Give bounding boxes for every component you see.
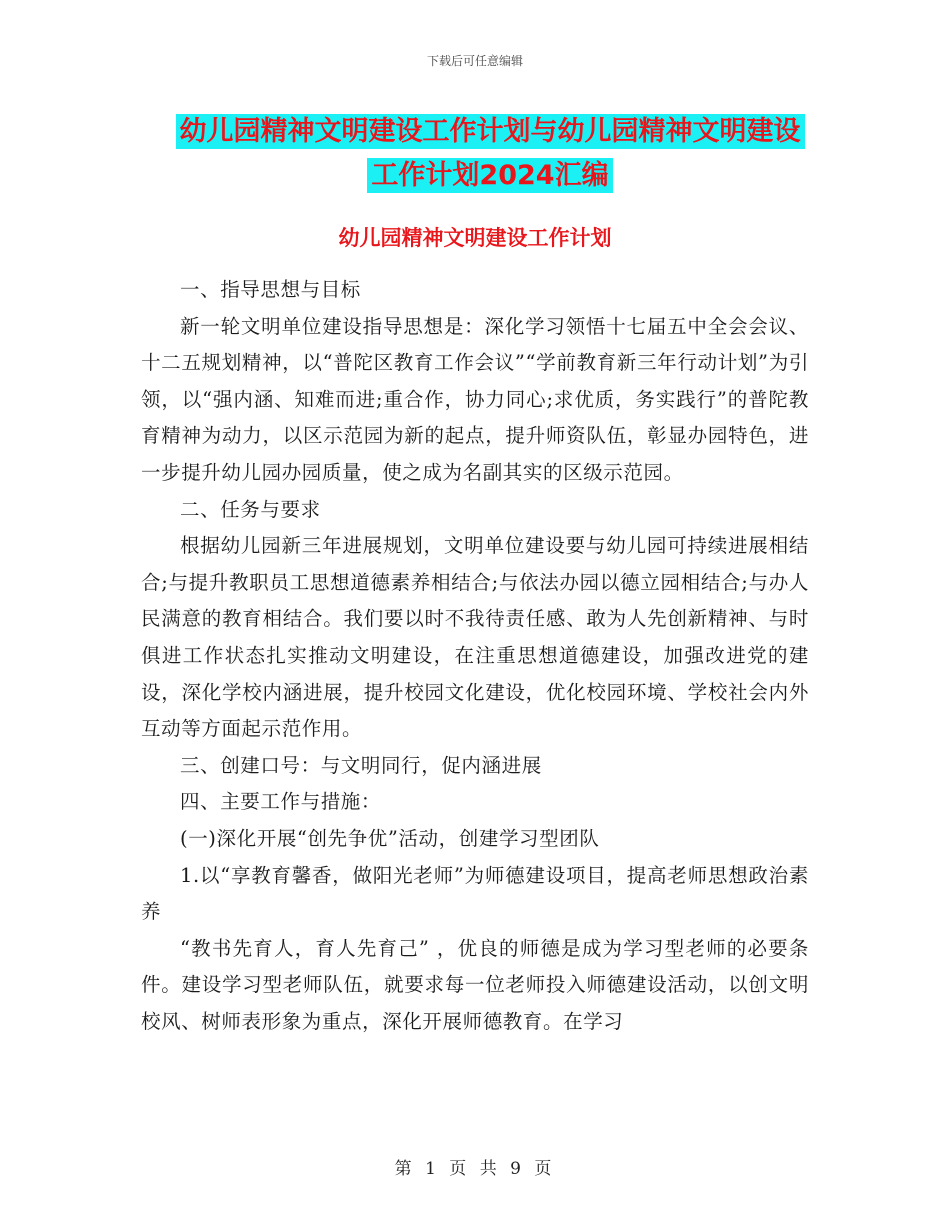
title-line-2: 工作计划2024汇编 bbox=[367, 158, 612, 193]
paragraph-guiding-ideology: 新一轮文明单位建设指导思想是：深化学习领悟十七届五中全会会议、十二五规划精神，以“普陀区教育工作会议”“学前教育新三年行动计划”为引领，以“强内涵、知难而进;重合作，协力同心;求优质，务实践行”的普陀教育精神为动力，以区示范园为新的起点，提升师资队伍，彰显办园特色，进一步提升幼儿园办园质量，使之成为名副其实的区级示范园。 bbox=[141, 314, 809, 484]
paragraph-teacher-ethics: “教书先育人，育人先育己” ，优良的师德是成为学习型老师的必要条件。建设学习型老师队伍，就要求每一位老师投入师德建设活动，以创文明校风、树师表形象为重点，深化开展师德教育。在学习 bbox=[141, 936, 809, 1033]
document-title bbox=[140, 110, 840, 198]
heading-slogan: 三、创建口号：与文明同行，促内涵进展 bbox=[180, 753, 542, 777]
subheading-activity: (一)深化开展“创先争优”活动，创建学习型团队 bbox=[180, 826, 600, 850]
title-line-1: 幼儿园精神文明建设工作计划与幼儿园精神文明建设 bbox=[176, 114, 805, 149]
section-title: 幼儿园精神文明建设工作计划 bbox=[338, 226, 612, 250]
heading-guiding-ideology: 一、指导思想与目标 bbox=[180, 278, 361, 301]
heading-tasks: 二、任务与要求 bbox=[180, 497, 321, 521]
header-note: 下载后可任意编辑 bbox=[426, 54, 523, 68]
heading-main-work: 四、主要工作与措施： bbox=[180, 790, 382, 814]
page-number-footer: 第 1 页 共 9 页 bbox=[394, 1159, 556, 1179]
body-text bbox=[141, 272, 809, 1040]
paragraph-tasks: 根据幼儿园新三年进展规划，文明单位建设要与幼儿园可持续进展相结合;与提升教职员工思想道德素养相结合;与依法办园以德立园相结合;与办人民满意的教育相结合。我们要以时不我待责任感、敢为人先创新精神、与时俱进工作状态扎实推动文明建设，在注重思想道德建设，加强改进党的建设，深化学校内涵进展，提升校园文化建设，优化校园环境、学校社会内外互动等方面起示范作用。 bbox=[141, 534, 809, 741]
item-teacher-ethics: 1.以“享教育馨香，做阳光老师”为师德建设项目，提高老师思想政治素养 bbox=[141, 863, 809, 924]
